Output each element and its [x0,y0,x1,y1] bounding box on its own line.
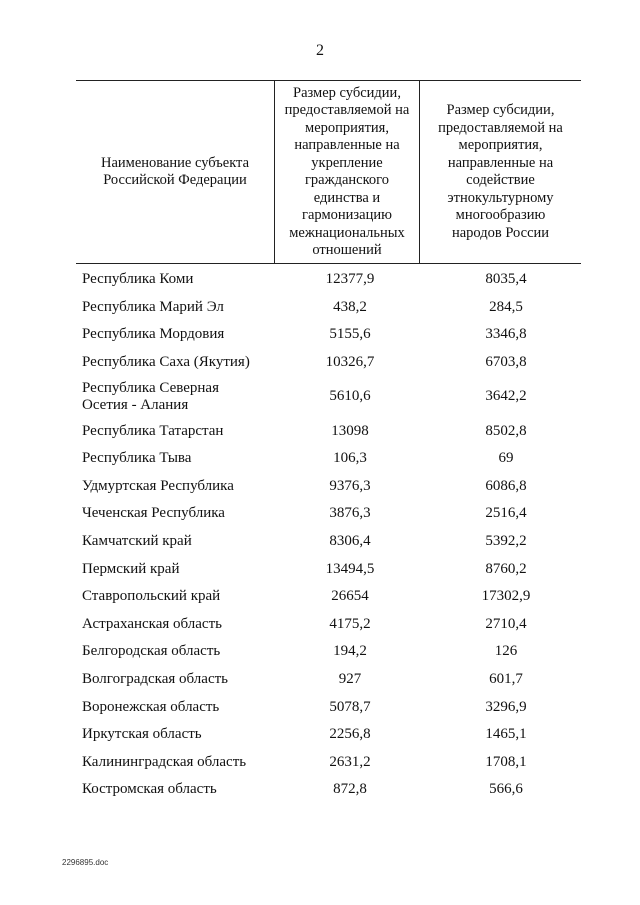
table-row [0,776,640,804]
subsidy-unity-value: 5610,6 [329,388,371,405]
table-row [0,693,640,721]
subject-name: Астраханская область [82,615,222,632]
subject-name: Республика Северная Осетия - Алания [82,379,219,413]
table-row [0,611,640,639]
header-subsidy-unity: Размер субсидии, предоставляемой на мероприятия, направленные на укрепление гражданского единства и гармонизацию межнациональных отношений [274,81,420,263]
subject-name: Республика Татарстан [82,422,224,439]
table-row [0,500,640,528]
subsidy-ethnocultural-value: 1708,1 [485,753,527,770]
subsidy-unity-value: 9376,3 [329,477,371,494]
table-body [0,266,640,804]
subsidy-unity-value: 438,2 [333,298,367,315]
subsidy-ethnocultural-value: 3296,9 [485,698,527,715]
subsidy-ethnocultural-value: 8760,2 [485,560,527,577]
subject-name: Камчатский край [82,533,192,550]
subsidy-ethnocultural-value: 8035,4 [485,271,527,288]
subsidy-ethnocultural-value: 2710,4 [485,615,527,632]
subsidy-ethnocultural-value: 1465,1 [485,726,527,743]
table-row [0,638,640,666]
table-row [0,528,640,556]
subsidy-ethnocultural-value: 5392,2 [485,533,527,550]
subject-name: Волгоградская область [82,671,228,688]
subsidy-unity-value: 10326,7 [325,354,375,371]
header-subsidy-ethnocultural: Размер субсидии, предоставляемой на мероприятия, направленные на содействие этнокультурному многообразию народов России [438,102,563,241]
subsidy-unity-value: 2256,8 [329,726,371,743]
subject-name: Республика Марий Эл [82,298,224,315]
subject-name: Иркутская область [82,726,202,743]
table-row [0,376,640,417]
subsidy-unity-value: 2631,2 [329,753,371,770]
subject-name: Удмуртская Республика [82,477,234,494]
subject-name: Калининградская область [82,753,247,770]
document-filename: 2296895.doc [62,858,109,867]
table-row [0,321,640,349]
header-subject-name: Наименование субъекта Российской Федерации [100,154,250,188]
table-row [0,294,640,322]
table-row [0,555,640,583]
subsidy-ethnocultural-value: 8502,8 [485,422,527,439]
subsidy-ethnocultural-value: 3346,8 [485,326,527,343]
table-row [0,266,640,294]
subject-name: Республика Саха (Якутия) [82,354,250,371]
subsidy-ethnocultural-value: 69 [498,450,514,467]
subsidy-ethnocultural-value: 6086,8 [485,477,527,494]
subsidy-ethnocultural-value: 126 [494,643,518,660]
subject-name: Ставропольский край [82,588,221,605]
table-row [0,473,640,501]
subsidy-unity-value: 5155,6 [329,326,371,343]
subject-name: Белгородская область [82,643,221,660]
table-row [0,721,640,749]
table-row [0,666,640,694]
subsidy-unity-value: 26654 [331,588,369,605]
table-row [0,749,640,777]
subsidy-unity-value: 8306,4 [329,533,371,550]
subsidy-unity-value: 5078,7 [329,698,371,715]
subsidy-unity-value: 106,3 [333,450,367,467]
table-row [0,445,640,473]
subsidy-unity-value: 3876,3 [329,505,371,522]
subject-name: Чеченская Республика [82,505,225,522]
table-row [0,417,640,445]
subsidy-unity-value: 927 [338,671,362,688]
subject-name: Костромская область [82,781,217,798]
subsidy-unity-value: 872,8 [333,781,367,798]
subsidy-unity-value: 13098 [331,422,369,439]
page-number: 2 [316,42,324,59]
subsidy-unity-value: 12377,9 [325,271,375,288]
subject-name: Республика Тыва [82,450,192,467]
subject-name: Республика Мордовия [82,326,225,343]
subsidy-ethnocultural-value: 17302,9 [481,588,531,605]
subsidy-ethnocultural-value: 6703,8 [485,354,527,371]
subsidy-unity-value: 4175,2 [329,615,371,632]
subsidy-unity-value: 194,2 [333,643,367,660]
subsidy-ethnocultural-value: 284,5 [489,298,523,315]
table-row [0,349,640,377]
table-row [0,583,640,611]
table-header [76,80,581,264]
subject-name: Воронежская область [82,698,220,715]
subsidy-ethnocultural-value: 2516,4 [485,505,527,522]
subsidy-unity-value: 13494,5 [325,560,375,577]
subject-name: Республика Коми [82,271,194,288]
subsidy-ethnocultural-value: 566,6 [489,781,523,798]
subsidy-ethnocultural-value: 3642,2 [485,388,527,405]
subsidy-ethnocultural-value: 601,7 [489,671,523,688]
subject-name: Пермский край [82,560,180,577]
